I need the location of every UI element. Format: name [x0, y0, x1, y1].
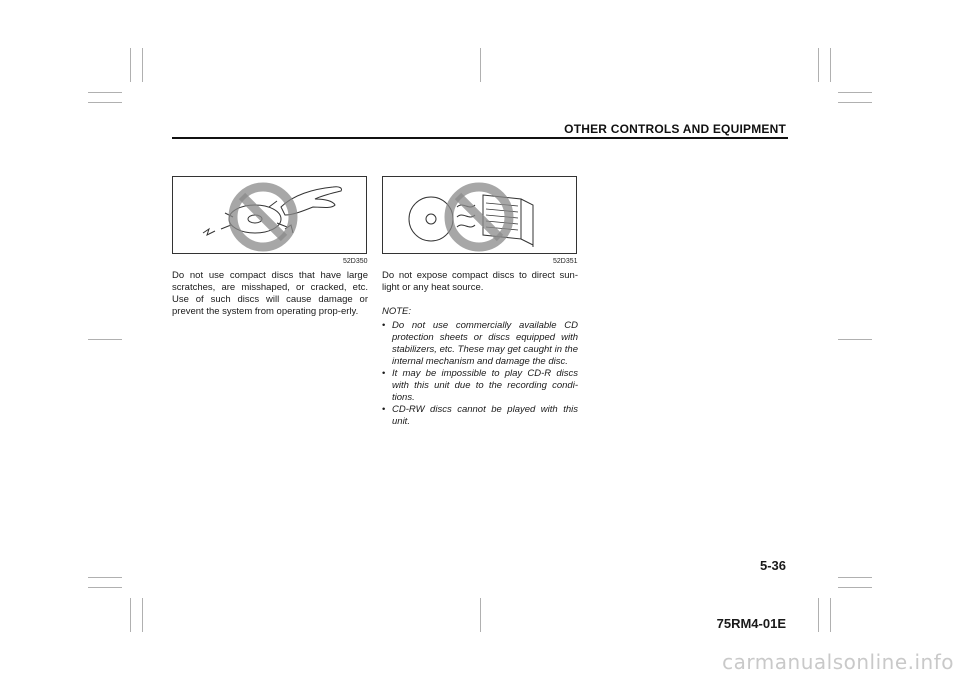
- document-code: 75RM4-01E: [716, 616, 786, 631]
- crop-mark: [88, 92, 122, 93]
- crop-mark: [88, 102, 122, 103]
- crop-mark: [830, 48, 831, 82]
- crop-mark: [818, 598, 819, 632]
- note-item: • Do not use commercially available CD protection sheets or discs equipped with stabilizers, etc. These may get caught in the internal mechanism and damage the disc.: [382, 320, 578, 367]
- note-list: [382, 320, 578, 428]
- crop-mark: [88, 577, 122, 578]
- header-divider: [172, 137, 788, 139]
- crop-mark: [142, 48, 143, 82]
- damaged-disc-prohibited-icon: [172, 176, 367, 254]
- section-title: OTHER CONTROLS AND EQUIPMENT: [564, 122, 786, 136]
- crop-mark: [142, 598, 143, 632]
- crop-mark: [130, 598, 131, 632]
- crop-mark: [838, 339, 872, 340]
- note-item: • CD-RW discs cannot be played with this unit.: [382, 404, 578, 427]
- disc-sunlight-heat-prohibited-icon: [382, 176, 577, 254]
- crop-mark: [838, 102, 872, 103]
- caution-paragraph-heat: Do not expose compact discs to direct sun-light or any heat source.: [382, 270, 578, 293]
- crop-mark: [838, 587, 872, 588]
- caution-paragraph-damaged-discs: Do not use compact discs that have large scratches, are misshaped, or cracked, etc. Use of such discs will cause damage or prevent the system from operating prop-erly.: [172, 270, 368, 317]
- crop-mark: [830, 598, 831, 632]
- note-item: • It may be impossible to play CD-R discs with this unit due to the recording condi-tions.: [382, 368, 578, 403]
- watermark: carmanualsonline.info: [722, 650, 954, 674]
- page-number: 5-36: [759, 558, 786, 573]
- crop-mark: [480, 598, 481, 632]
- crop-mark: [130, 48, 131, 82]
- crop-mark: [88, 587, 122, 588]
- crop-mark: [838, 92, 872, 93]
- figure-code: 52D350: [343, 258, 368, 265]
- figure-code: 52D351: [553, 258, 578, 265]
- crop-mark: [838, 577, 872, 578]
- crop-mark: [88, 339, 122, 340]
- crop-mark: [818, 48, 819, 82]
- note-label: NOTE:: [382, 306, 412, 317]
- crop-mark: [480, 48, 481, 82]
